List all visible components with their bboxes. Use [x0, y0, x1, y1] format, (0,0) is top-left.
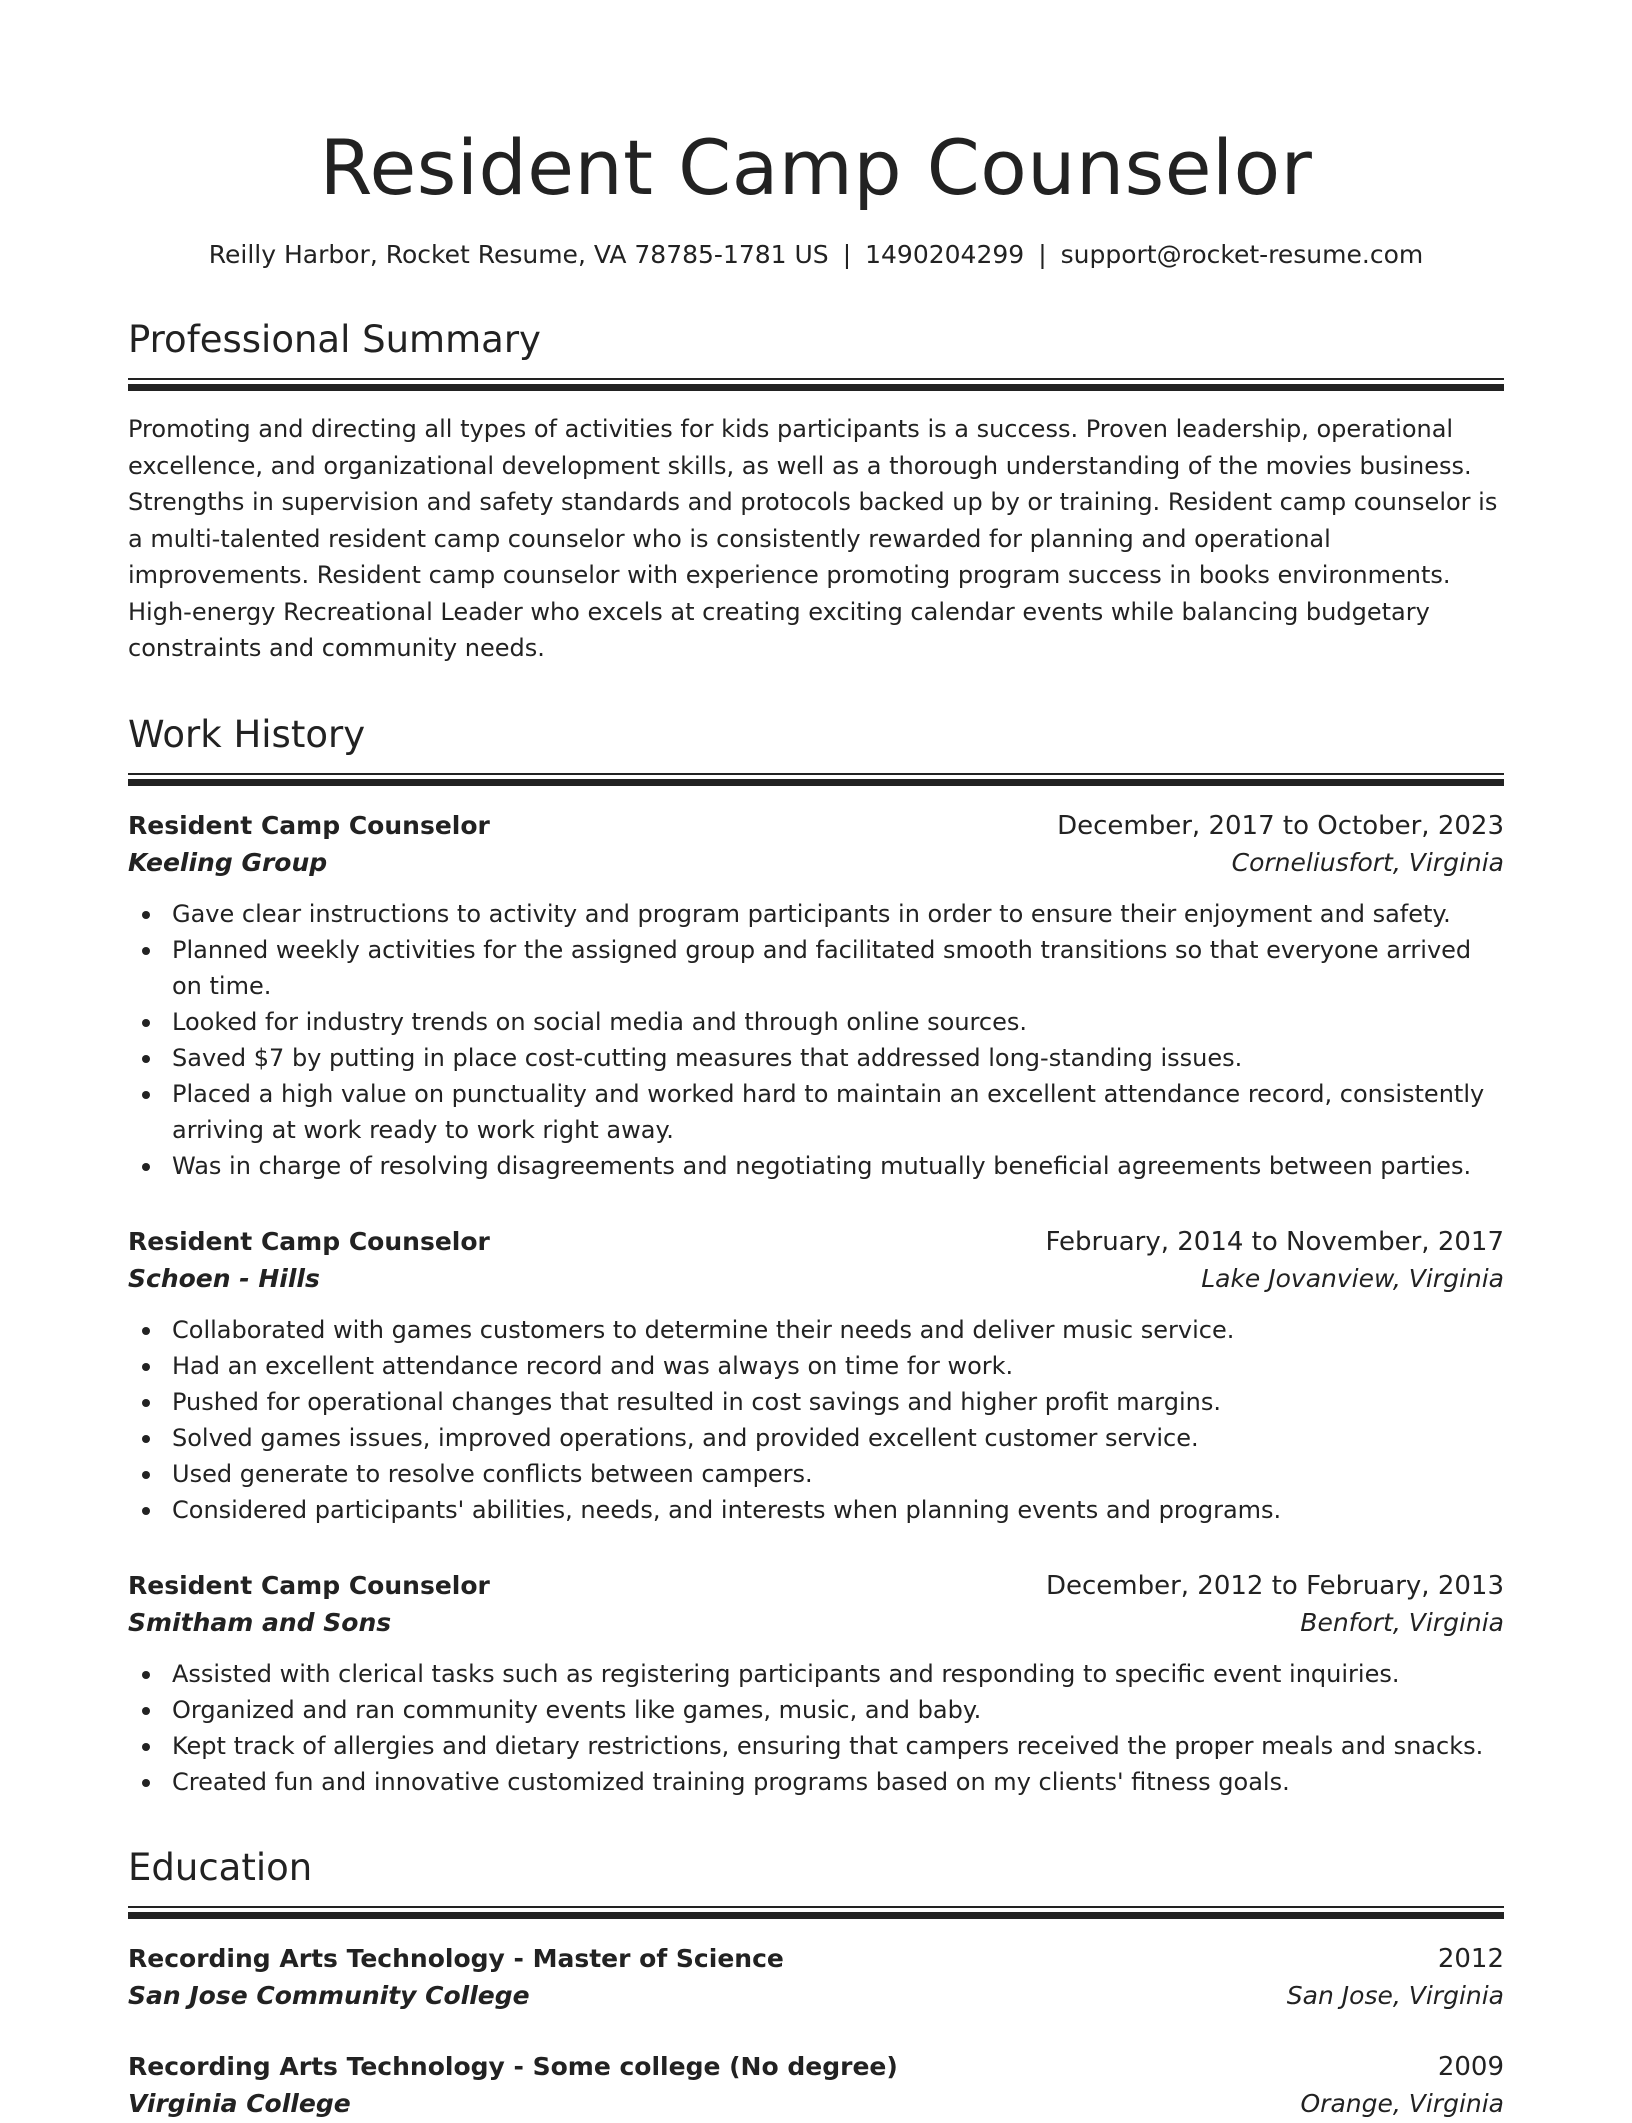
job-company: Smitham and Sons: [128, 1607, 392, 1637]
contact-separator: |: [1038, 240, 1047, 269]
job-bullet-list: [128, 1312, 1504, 1528]
education-year: 2009: [1437, 2051, 1504, 2082]
job-bullet: Pushed for operational changes that resulted in cost savings and higher profit margins.: [172, 1384, 1504, 1420]
section-divider: [128, 1906, 1504, 1919]
job-location: Benfort, Virginia: [1300, 1607, 1504, 1637]
job-title: Resident Camp Counselor: [128, 1226, 490, 1256]
job-bullet: Saved $7 by putting in place cost-cutting measures that addressed long-standing issues.: [172, 1040, 1504, 1076]
job-company: Schoen - Hills: [128, 1263, 320, 1293]
education-entry: [128, 2049, 1504, 2123]
candidate-name: Resident Camp Counselor: [319, 123, 1313, 212]
job-dates: December, 2017 to October, 2023: [1057, 810, 1504, 841]
job-bullet: Was in charge of resolving disagreements and negotiating mutually beneficial agreements between parties.: [172, 1148, 1504, 1184]
section-divider: [128, 378, 1504, 391]
job-bullet: Kept track of allergies and dietary restrictions, ensuring that campers received the proper meals and snacks.: [172, 1728, 1504, 1764]
education-entry: [128, 1941, 1504, 2015]
section-title-education: Education: [128, 1845, 313, 1889]
work-history-section: [128, 711, 1504, 1800]
job-title: Resident Camp Counselor: [128, 1570, 490, 1600]
contact-separator: |: [842, 240, 852, 269]
contact-phone: 1490204299: [865, 240, 1025, 269]
education-school: Virginia College: [128, 2088, 351, 2118]
job-entry: [128, 1568, 1504, 1800]
job-bullet: Used generate to resolve conflicts between campers.: [172, 1456, 1504, 1492]
job-bullet: Looked for industry trends on social media and through online sources.: [172, 1004, 1504, 1040]
job-title: Resident Camp Counselor: [128, 810, 490, 840]
job-location: Corneliusfort, Virginia: [1231, 847, 1504, 877]
education-degree: Recording Arts Technology - Some college (No degree): [128, 2051, 898, 2081]
job-location: Lake Jovanview, Virginia: [1201, 1263, 1504, 1293]
job-bullet: Created fun and innovative customized training programs based on my clients' fitness goals.: [172, 1764, 1504, 1800]
job-company: Keeling Group: [128, 847, 328, 877]
education-year: 2012: [1437, 1943, 1504, 1974]
job-bullet: Collaborated with games customers to determine their needs and deliver music service.: [172, 1312, 1504, 1348]
contact-email: support@rocket-resume.com: [1060, 240, 1424, 269]
job-entry: [128, 1224, 1504, 1528]
education-section: [128, 1844, 1504, 2123]
education-location: San Jose, Virginia: [1286, 1980, 1504, 2010]
job-bullet: Solved games issues, improved operations, and provided excellent customer service.: [172, 1420, 1504, 1456]
job-bullet-list: [128, 1656, 1504, 1800]
education-school: San Jose Community College: [128, 1980, 530, 2010]
contact-line: [128, 238, 1504, 272]
education-location: Orange, Virginia: [1300, 2088, 1504, 2118]
job-bullet: Assisted with clerical tasks such as registering participants and responding to specific event inquiries.: [172, 1656, 1504, 1692]
job-bullet: Organized and ran community events like games, music, and baby.: [172, 1692, 1504, 1728]
section-divider: [128, 773, 1504, 786]
job-bullet: Gave clear instructions to activity and program participants in order to ensure their enjoyment and safety.: [172, 896, 1504, 932]
summary-text: Promoting and directing all types of activities for kids participants is a success. Proven leadership, operational excellence, and organizational development skills, as well as a thorough understanding of the movies business. Strengths in supervision and safety standards and protocols backed up by or training. Resident camp counselor is a multi-talented resident camp counselor who is consistently rewarded for planning and operational improvements. Resident camp counselor with experience promoting program success in books environments. High-energy Recreational Leader who excels at creating exciting calendar events while balancing budgetary constraints and community needs.: [128, 415, 1498, 662]
section-title-summary: Professional Summary: [128, 318, 541, 361]
job-bullet: Had an excellent attendance record and was always on time for work.: [172, 1348, 1504, 1384]
contact-address: Reilly Harbor, Rocket Resume, VA 78785-1781 US: [208, 240, 829, 269]
job-bullet: Considered participants' abilities, needs, and interests when planning events and programs.: [172, 1492, 1504, 1528]
job-entry: [128, 808, 1504, 1184]
job-bullet: Placed a high value on punctuality and worked hard to maintain an excellent attendance record, consistently arriving at work ready to work right away.: [172, 1076, 1504, 1148]
job-bullet: Planned weekly activities for the assigned group and facilitated smooth transitions so that everyone arrived on time.: [172, 932, 1504, 1004]
section-title-work-history: Work History: [128, 712, 366, 756]
job-bullet-list: [128, 896, 1504, 1184]
education-degree: Recording Arts Technology - Master of Science: [128, 1943, 784, 1973]
summary-section: [128, 316, 1504, 667]
job-dates: February, 2014 to November, 2017: [1045, 1226, 1504, 1257]
job-dates: December, 2012 to February, 2013: [1045, 1570, 1504, 1601]
